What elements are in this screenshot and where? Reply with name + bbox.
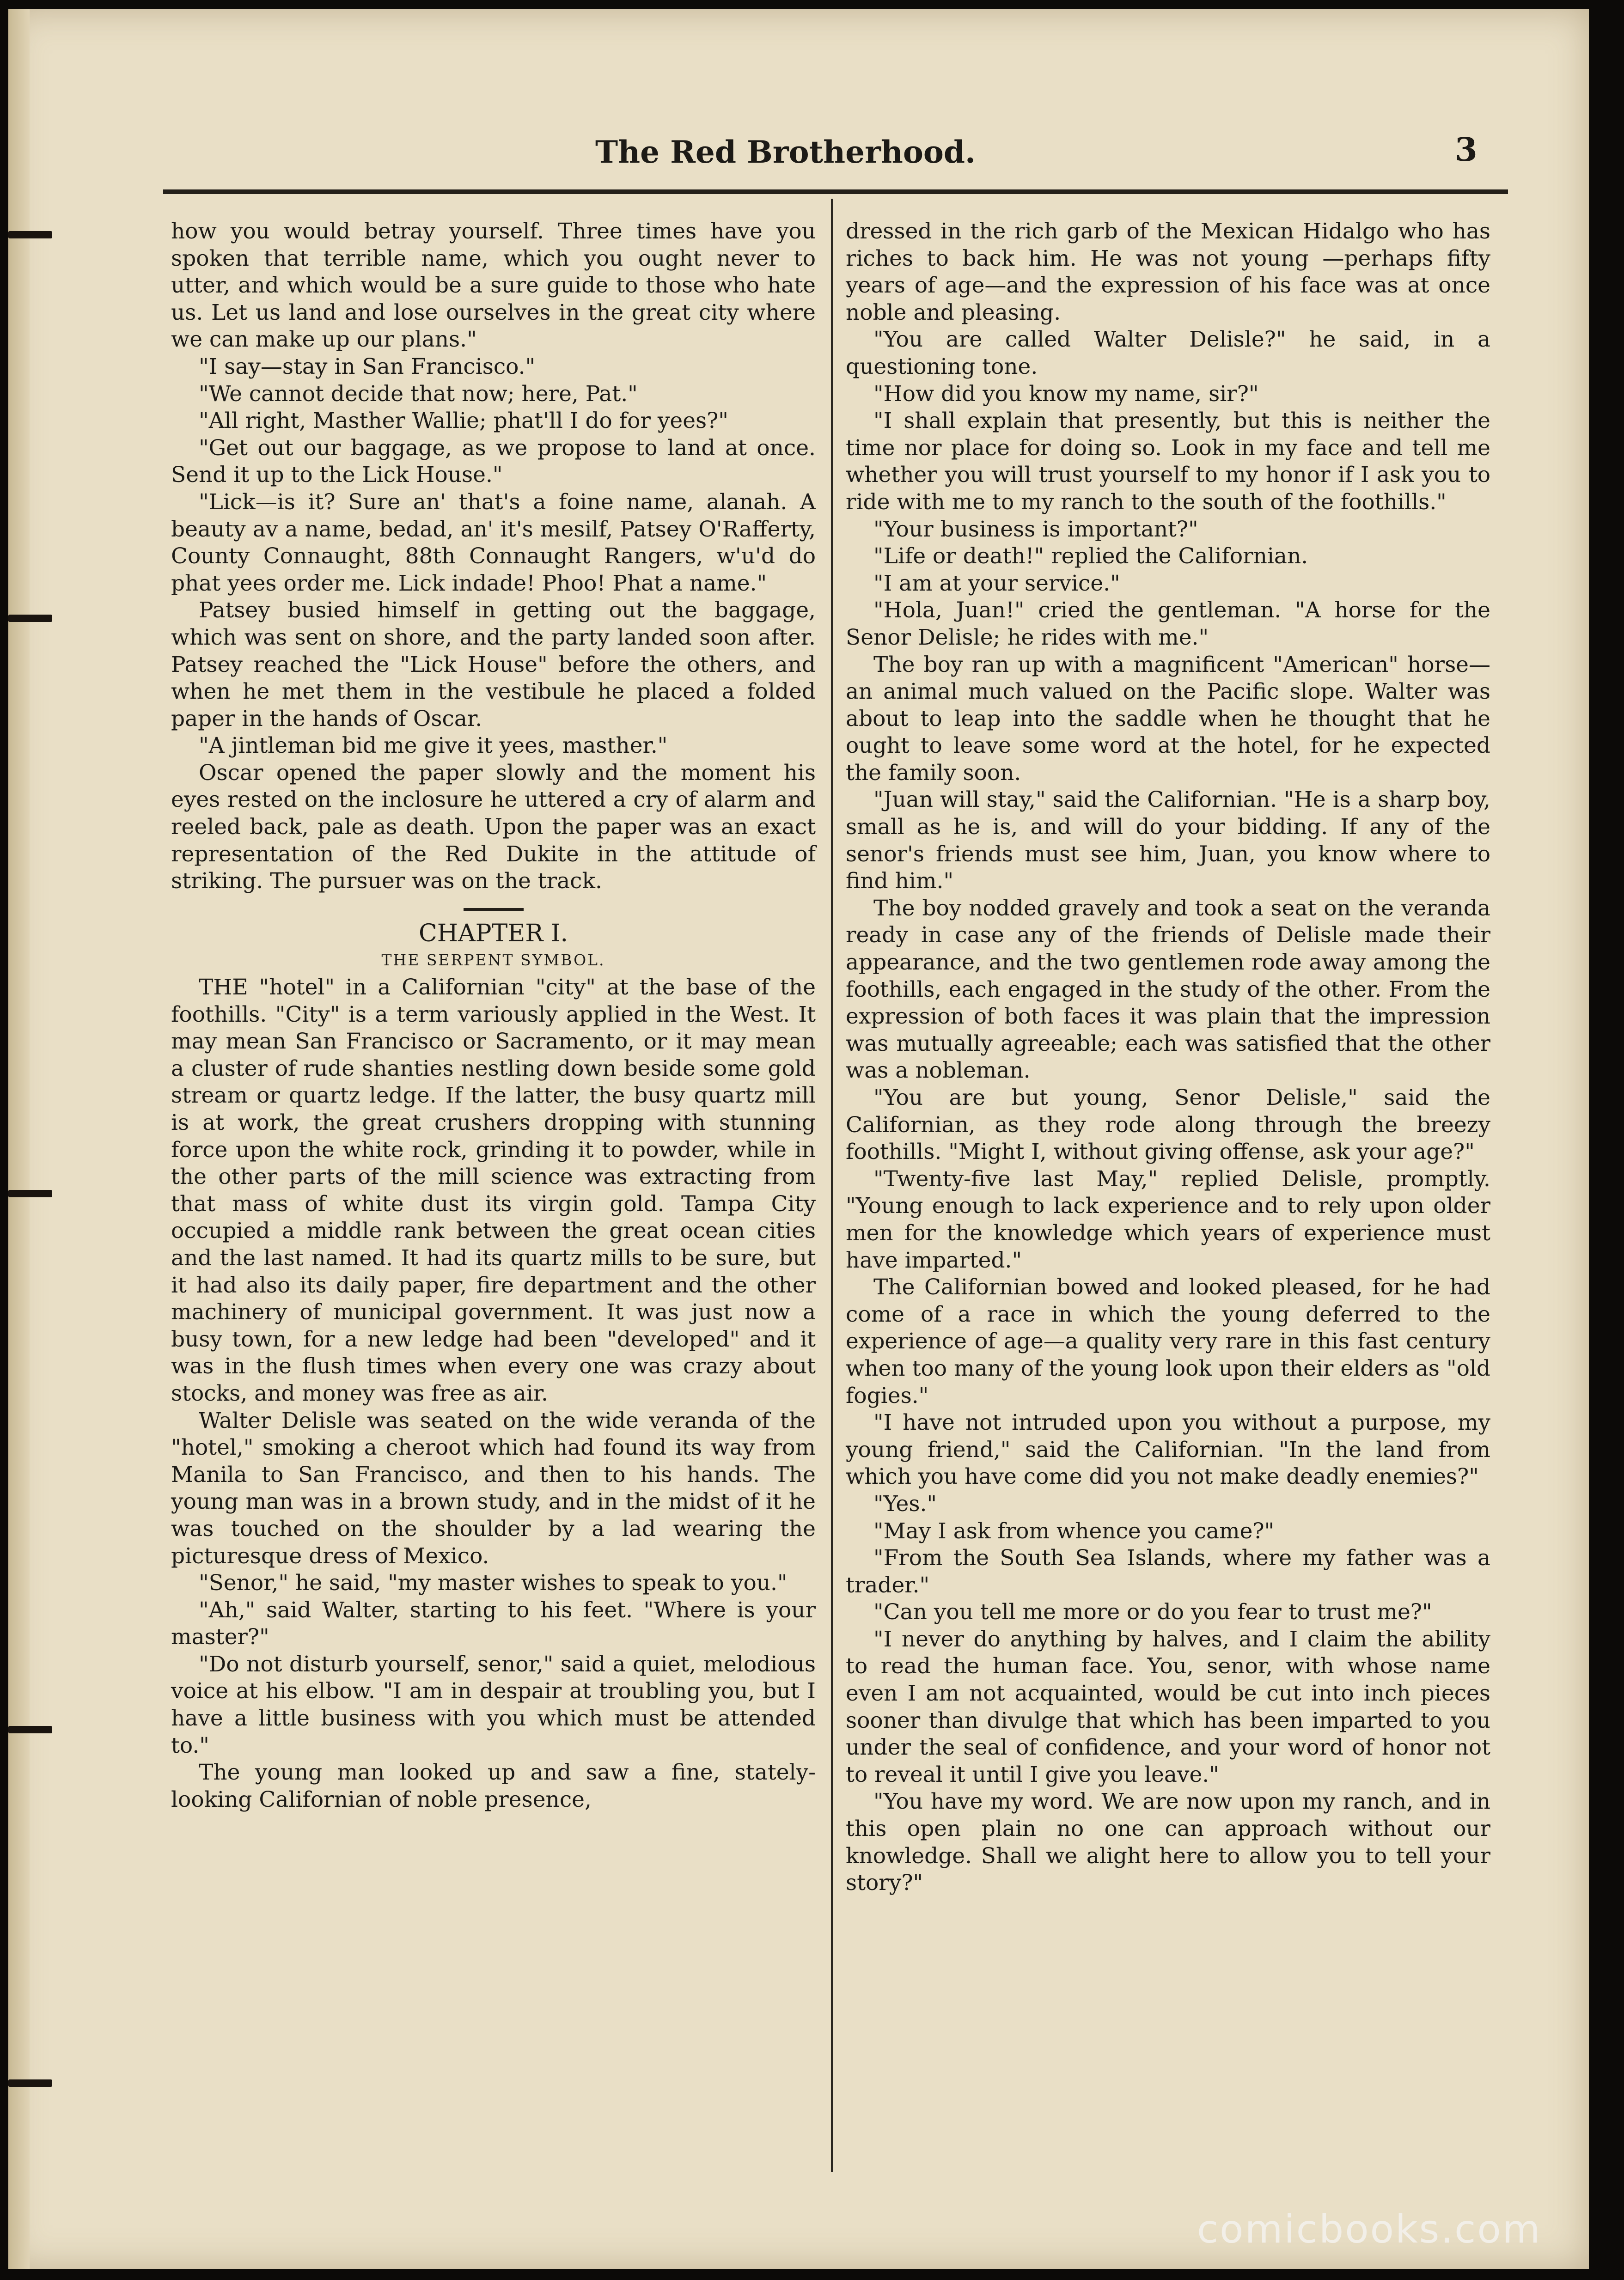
- paragraph: "Lick—is it? Sure an' that's a foine name, alanah. A beauty av a name, bedad, an' it's mesilf, Patsey O'Rafferty, County Connaught, 88th Connaught Rangers, w'u'd do phat yees order me. Lick indade! Phoo! Phat a name.": [171, 489, 816, 596]
- paragraph: The boy nodded gravely and took a seat on the veranda ready in case any of the friends of Delisle made their appearance, and the two gentlemen rode away among the foothills, each engaged in the study of the other. From the expression of both faces it was plain that the impression was mutually agreeable; each was satisfied that the other was a nobleman.: [846, 895, 1490, 1084]
- watermark: comicbooks.com: [1197, 2207, 1542, 2252]
- chapter-divider: [464, 908, 524, 911]
- left-column: [171, 218, 816, 1813]
- paragraph: The Californian bowed and looked pleased, for he had come of a race in which the young deferred to the experience of age—a quality very rare in this fast century when too many of the young look upon their elders as "old fogies.": [846, 1274, 1490, 1408]
- paragraph: dressed in the rich garb of the Mexican Hidalgo who has riches to back him. He was not young —perhaps fifty years of age—and the expression of his face was at once noble and pleasing.: [846, 219, 1490, 325]
- chapter-subtitle: THE SERPENT SYMBOL.: [381, 951, 605, 969]
- paragraph: "Twenty-five last May," replied Delisle, promptly. "Young enough to lack experience and to rely upon older men for the knowledge which years of experience must have imparted.": [846, 1166, 1490, 1273]
- paragraph: "Get out our baggage, as we propose to land at once. Send it up to the Lick House.": [171, 435, 816, 488]
- paragraph: "Life or death!" replied the Californian.: [873, 543, 1308, 569]
- paragraph: "Your business is important?": [873, 516, 1198, 542]
- paragraph: Walter Delisle was seated on the wide veranda of the "hotel," smoking a cheroot which had found its way from Manila to San Francisco, and then to his hands. The young man was in a brown study, and in the midst of it he was touched on the shoulder by a lad wearing the picturesque dress of Mexico.: [171, 1408, 816, 1569]
- right-column: [846, 218, 1490, 1897]
- column-separator: [831, 199, 833, 2172]
- paragraph: "Senor," he said, "my master wishes to speak to you.": [199, 1570, 788, 1596]
- paragraph: "I say—stay in San Francisco.": [199, 354, 536, 379]
- paragraph: Oscar opened the paper slowly and the moment his eyes rested on the inclosure he uttered a cry of alarm and reeled back, pale as death. Upon the paper was an exact representation of the Red Dukite in the attitude of striking. The pursuer was on the track.: [171, 760, 816, 894]
- running-head-title: The Red Brotherhood.: [595, 134, 976, 170]
- chapter-heading: CHAPTER I.: [418, 919, 568, 947]
- paragraph: "All right, Masther Wallie; phat'll I do for yees?": [199, 408, 728, 434]
- paragraph: how you would betray yourself. Three times have you spoken that terrible name, which you ought never to utter, and which would be a sure guide to those who hate us. Let us land and lose ourselves in the great city where we can make up our plans.": [171, 219, 816, 353]
- paragraph: The boy ran up with a magnificent "American" horse—an animal much valued on the Pacific slope. Walter was about to leap into the saddle when he thought that he ought to leave some word at the hotel, for he expected the family soon.: [846, 652, 1490, 786]
- page-number: 3: [1455, 130, 1477, 169]
- binding-stitch: [8, 231, 52, 238]
- paragraph: "Yes.": [873, 1491, 937, 1517]
- binding-stitch: [8, 1726, 52, 1733]
- paragraph: "You are called Walter Delisle?" he said, in a questioning tone.: [846, 327, 1490, 379]
- paragraph: "How did you know my name, sir?": [873, 381, 1259, 407]
- paragraph: "I shall explain that presently, but this is neither the time nor place for doing so. Look in my face and tell me whether you will trust yourself to my honor if I ask you to ride with me to my ranch to the south of the foothills.": [846, 408, 1490, 515]
- paragraph: "Do not disturb yourself, senor," said a quiet, melodious voice at his elbow. "I am in despair at troubling you, but I have a little business with you which must be attended to.": [171, 1651, 816, 1758]
- paragraph: "Ah," said Walter, starting to his feet. "Where is your master?": [171, 1597, 816, 1650]
- magazine-page: [8, 9, 1589, 2269]
- paragraph: "I have not intruded upon you without a purpose, my young friend," said the Californian. "In the land from which you have come did you not make deadly enemies?": [846, 1410, 1490, 1490]
- paragraph: "You are but young, Senor Delisle," said the Californian, as they rode along through the breezy foothills. "Might I, without giving offense, ask your age?": [846, 1085, 1490, 1165]
- paragraph: "From the South Sea Islands, where my father was a trader.": [846, 1545, 1490, 1598]
- paragraph: "Hola, Juan!" cried the gentleman. "A horse for the Senor Delisle; he rides with me.": [846, 597, 1490, 650]
- binding-stitch: [8, 2079, 52, 2087]
- paragraph: The young man looked up and saw a fine, stately-looking Californian of noble presence,: [171, 1760, 816, 1812]
- paragraph: "May I ask from whence you came?": [873, 1518, 1275, 1544]
- paragraph: Patsey busied himself in getting out the baggage, which was sent on shore, and the party landed soon after. Patsey reached the "Lick House" before the others, and when he met them in the vestibule he placed a folded paper in the hands of Oscar.: [171, 597, 816, 732]
- paragraph: "I never do anything by halves, and I claim the ability to read the human face. You, senor, with whose name even I am not acquainted, would be cut into inch pieces sooner than divulge that which has been imparted to you under the seal of confidence, and your word of honor not to reveal it until I give you leave.": [846, 1626, 1490, 1787]
- binding-stitch: [8, 1190, 52, 1197]
- paragraph: "We cannot decide that now; here, Pat.": [199, 381, 638, 407]
- paragraph: "A jintleman bid me give it yees, masther.": [199, 733, 668, 759]
- binding-stitch: [8, 615, 52, 622]
- binding-gutter: [8, 9, 30, 2269]
- paragraph: "Juan will stay," said the Californian. "He is a sharp boy, small as he is, and will do your bidding. If any of the senor's friends must see him, Juan, you know where to find him.": [846, 787, 1490, 894]
- header-rule: [163, 189, 1508, 194]
- paragraph: "I am at your service.": [873, 570, 1120, 596]
- paragraph: "Can you tell me more or do you fear to trust me?": [873, 1599, 1432, 1625]
- paragraph: "You have my word. We are now upon my ranch, and in this open plain no one can approach without our knowledge. Shall we alight here to allow you to tell your story?": [846, 1789, 1490, 1896]
- paragraph: THE "hotel" in a Californian "city" at the base of the foothills. "City" is a term variously applied in the West. It may mean San Francisco or Sacramento, or it may mean a cluster of rude shanties nestling down beside some gold stream or quartz ledge. If the latter, the busy quartz mill is at work, the great crushers dropping with stunning force upon the white rock, grinding it to powder, while in the other parts of the mill science was extracting from that mass of white dust its virgin gold. Tampa City occupied a middle rank between the great ocean cities and the last named. It had its quartz mills to be sure, but it had also its daily paper, fire department and the other machinery of municipal government. It was just now a busy town, for a new ledge had been "developed" and it was in the flush times when every one was crazy about stocks, and money was free as air.: [171, 975, 816, 1406]
